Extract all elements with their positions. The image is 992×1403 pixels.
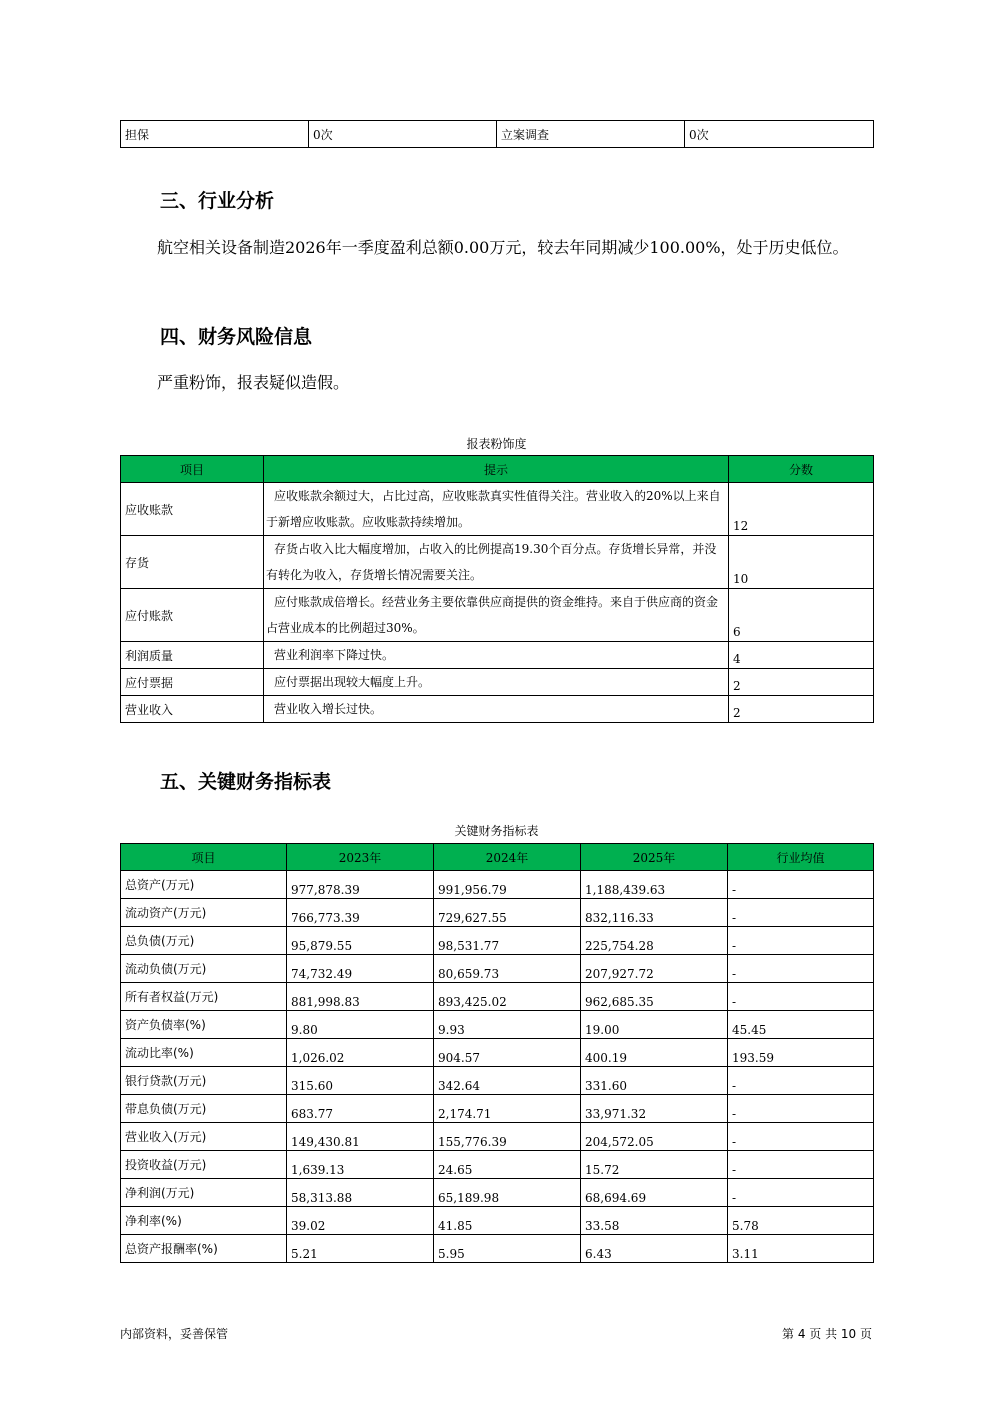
table-row (121, 1207, 874, 1235)
metric-value-cell: 400.19 (581, 1039, 728, 1067)
metric-name-cell: 带息负债(万元) (121, 1095, 287, 1123)
metric-value-cell: 342.64 (434, 1067, 581, 1095)
metric-value-cell: 3.11 (728, 1235, 874, 1263)
metric-value-cell: 65,189.98 (434, 1179, 581, 1207)
metric-value-cell: 881,998.83 (287, 983, 434, 1011)
table-row (121, 1039, 874, 1067)
metric-name-cell: 资产负债率(%) (121, 1011, 287, 1039)
metric-value-cell: 1,639.13 (287, 1151, 434, 1179)
metric-name-cell: 流动比率(%) (121, 1039, 287, 1067)
metric-value-cell: - (728, 871, 874, 899)
risk-table-caption: 报表粉饰度 (466, 437, 527, 451)
metric-value-cell: 33,971.32 (581, 1095, 728, 1123)
footer-left: 内部资料，妥善保管 (120, 1327, 229, 1341)
table-cell: 0次 (309, 121, 497, 148)
risk-score-cell: 4 (729, 642, 874, 669)
column-header: 2024年 (434, 844, 581, 871)
column-header: 项目 (121, 456, 264, 483)
table-row (121, 536, 874, 589)
metric-value-cell: 331.60 (581, 1067, 728, 1095)
metric-value-cell: 315.60 (287, 1067, 434, 1095)
metric-name-cell: 流动负债(万元) (121, 955, 287, 983)
metric-value-cell: 5.78 (728, 1207, 874, 1235)
table-row (121, 1011, 874, 1039)
risk-item-cell: 应收账款 (121, 483, 264, 536)
metric-value-cell: 80,659.73 (434, 955, 581, 983)
metric-value-cell: 45.45 (728, 1011, 874, 1039)
metric-value-cell: 15.72 (581, 1151, 728, 1179)
section-title-risk: 四、财务风险信息 (160, 326, 313, 348)
metric-value-cell: 729,627.55 (434, 899, 581, 927)
table-cell: 担保 (121, 121, 309, 148)
metric-value-cell: - (728, 927, 874, 955)
risk-tip-cell: 应收账款余额过大，占比过高，应收账款真实性值得关注。营业收入的20%以上来自于新增应收账款。应收账款持续增加。 (264, 483, 729, 536)
risk-item-cell: 应付票据 (121, 669, 264, 696)
metric-value-cell: 991,956.79 (434, 871, 581, 899)
metric-name-cell: 银行贷款(万元) (121, 1067, 287, 1095)
metric-value-cell: 19.00 (581, 1011, 728, 1039)
risk-tip-cell: 营业利润率下降过快。 (264, 642, 729, 669)
metric-name-cell: 净利率(%) (121, 1207, 287, 1235)
metric-value-cell: 1,188,439.63 (581, 871, 728, 899)
metric-name-cell: 总资产报酬率(%) (121, 1235, 287, 1263)
risk-tip-cell: 应付账款成倍增长。经营业务主要依靠供应商提供的资金维持。来自于供应商的资金占营业成本的比例超过30%。 (264, 589, 729, 642)
metric-name-cell: 总负债(万元) (121, 927, 287, 955)
metric-value-cell: 766,773.39 (287, 899, 434, 927)
risk-score-cell: 2 (729, 669, 874, 696)
table-row (121, 1235, 874, 1263)
column-header: 2023年 (287, 844, 434, 871)
metric-name-cell: 所有者权益(万元) (121, 983, 287, 1011)
metric-value-cell: 149,430.81 (287, 1123, 434, 1151)
metric-name-cell: 净利润(万元) (121, 1179, 287, 1207)
table-row (121, 871, 874, 899)
risk-score-cell: 2 (729, 696, 874, 723)
metric-table (120, 843, 874, 1263)
column-header: 2025年 (581, 844, 728, 871)
risk-paragraph: 严重粉饰，报表疑似造假。 (157, 373, 350, 392)
metric-table-caption: 关键财务指标表 (454, 824, 539, 838)
metric-value-cell: - (728, 955, 874, 983)
metric-value-cell: 33.58 (581, 1207, 728, 1235)
metric-value-cell: 95,879.55 (287, 927, 434, 955)
column-header: 行业均值 (728, 844, 874, 871)
metric-value-cell: 683.77 (287, 1095, 434, 1123)
metric-value-cell: - (728, 1179, 874, 1207)
metric-value-cell: 9.93 (434, 1011, 581, 1039)
metric-value-cell: 74,732.49 (287, 955, 434, 983)
table-row (121, 642, 874, 669)
risk-tip-cell: 应付票据出现较大幅度上升。 (264, 669, 729, 696)
metric-value-cell: 193.59 (728, 1039, 874, 1067)
metric-value-cell: 98,531.77 (434, 927, 581, 955)
table-cell: 立案调查 (497, 121, 685, 148)
risk-tip-cell: 营业收入增长过快。 (264, 696, 729, 723)
section-title-metrics: 五、关键财务指标表 (160, 771, 332, 793)
metric-value-cell: 832,116.33 (581, 899, 728, 927)
metric-value-cell: 68,694.69 (581, 1179, 728, 1207)
column-header: 分数 (729, 456, 874, 483)
metric-value-cell: 39.02 (287, 1207, 434, 1235)
table-row (121, 955, 874, 983)
metric-value-cell: 155,776.39 (434, 1123, 581, 1151)
metric-value-cell: - (728, 1123, 874, 1151)
metric-value-cell: 962,685.35 (581, 983, 728, 1011)
metric-value-cell: 24.65 (434, 1151, 581, 1179)
table-row (121, 1179, 874, 1207)
metric-name-cell: 营业收入(万元) (121, 1123, 287, 1151)
metric-value-cell: 2,174.71 (434, 1095, 581, 1123)
metric-value-cell: - (728, 983, 874, 1011)
metric-value-cell: 41.85 (434, 1207, 581, 1235)
table-row (121, 899, 874, 927)
metric-value-cell: - (728, 1095, 874, 1123)
guarantee-table (120, 120, 874, 148)
risk-item-cell: 营业收入 (121, 696, 264, 723)
risk-score-cell: 10 (729, 536, 874, 589)
industry-paragraph: 航空相关设备制造2026年一季度盈利总额0.00万元，较去年同期减少100.00%，处于历史低位。 (157, 238, 849, 257)
table-row (121, 121, 874, 148)
metric-value-cell: 893,425.02 (434, 983, 581, 1011)
column-header: 提示 (264, 456, 729, 483)
column-header: 项目 (121, 844, 287, 871)
table-row (121, 483, 874, 536)
metric-value-cell: 9.80 (287, 1011, 434, 1039)
metric-name-cell: 总资产(万元) (121, 871, 287, 899)
table-row (121, 1151, 874, 1179)
metric-value-cell: - (728, 1151, 874, 1179)
risk-score-cell: 12 (729, 483, 874, 536)
risk-item-cell: 存货 (121, 536, 264, 589)
table-row (121, 696, 874, 723)
table-header-row (121, 456, 874, 483)
table-row (121, 669, 874, 696)
metric-value-cell: 58,313.88 (287, 1179, 434, 1207)
risk-item-cell: 利润质量 (121, 642, 264, 669)
metric-name-cell: 流动资产(万元) (121, 899, 287, 927)
table-row (121, 1067, 874, 1095)
table-header-row (121, 844, 874, 871)
metric-value-cell: 6.43 (581, 1235, 728, 1263)
metric-value-cell: 977,878.39 (287, 871, 434, 899)
table-row (121, 589, 874, 642)
metric-value-cell: - (728, 1067, 874, 1095)
metric-value-cell: 207,927.72 (581, 955, 728, 983)
risk-score-cell: 6 (729, 589, 874, 642)
metric-name-cell: 投资收益(万元) (121, 1151, 287, 1179)
risk-table (120, 455, 874, 723)
metric-value-cell: 904.57 (434, 1039, 581, 1067)
table-row (121, 1123, 874, 1151)
footer-page-number: 第 4 页 共 10 页 (782, 1327, 872, 1341)
risk-item-cell: 应付账款 (121, 589, 264, 642)
metric-value-cell: 204,572.05 (581, 1123, 728, 1151)
metric-value-cell: 225,754.28 (581, 927, 728, 955)
metric-value-cell: 1,026.02 (287, 1039, 434, 1067)
metric-value-cell: - (728, 899, 874, 927)
table-row (121, 927, 874, 955)
metric-value-cell: 5.95 (434, 1235, 581, 1263)
metric-value-cell: 5.21 (287, 1235, 434, 1263)
section-title-industry: 三、行业分析 (160, 190, 275, 212)
table-row (121, 1095, 874, 1123)
table-row (121, 983, 874, 1011)
table-cell: 0次 (685, 121, 874, 148)
risk-tip-cell: 存货占收入比大幅度增加，占收入的比例提高19.30个百分点。存货增长异常，并没有转化为收入，存货增长情况需要关注。 (264, 536, 729, 589)
